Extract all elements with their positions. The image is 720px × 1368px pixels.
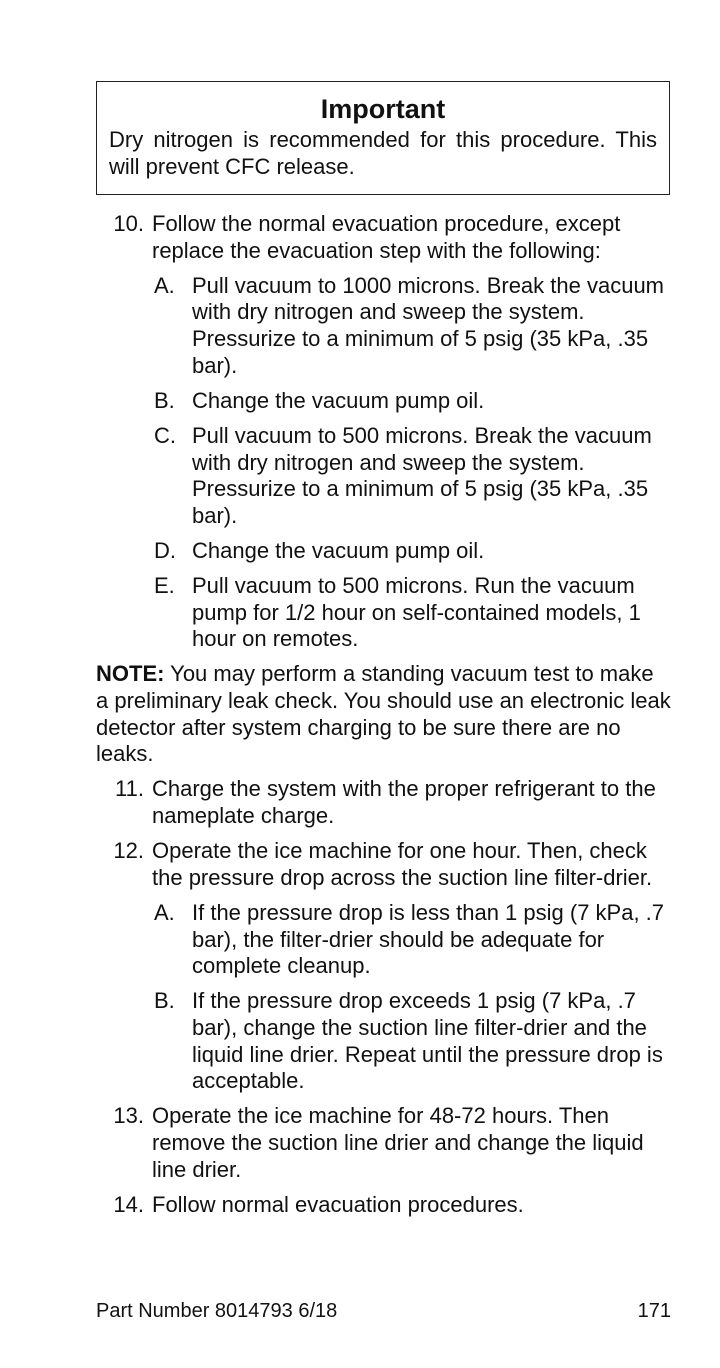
- substep-text: If the pressure drop is less than 1 psig (7 kPa, .7 bar), the filter-drier should be adequate for complete cleanup.: [192, 900, 665, 979]
- page-footer: [96, 1300, 671, 1323]
- step-14: [96, 1192, 671, 1219]
- substep-10e: [144, 573, 671, 653]
- step-text: Follow normal evacuation procedures.: [152, 1191, 524, 1217]
- substep-letter: A.: [154, 272, 175, 298]
- substep-text: Change the vacuum pump oil.: [192, 537, 485, 563]
- note-paragraph: [96, 661, 671, 767]
- substep-10b: [144, 388, 671, 415]
- substep-letter: B.: [154, 988, 175, 1014]
- substep-text: Pull vacuum to 500 microns. Break the vacuum with dry nitrogen and sweep the system. Pressurize to a minimum of 5 psig (35 kPa, .35 bar).: [192, 422, 652, 528]
- substep-letter: B.: [154, 387, 175, 413]
- page-number: 171: [637, 1300, 671, 1322]
- step-number: 14.: [113, 1191, 144, 1217]
- important-text: Dry nitrogen is recommended for this procedure. This will prevent CFC release.: [109, 127, 657, 179]
- substep-text: Pull vacuum to 1000 microns. Break the vacuum with dry nitrogen and sweep the system. Pressurize to a minimum of 5 psig (35 kPa, .35 bar).: [192, 272, 665, 378]
- step-number: 10.: [113, 211, 144, 236]
- substep-10a: [144, 273, 671, 379]
- step-13: [96, 1103, 671, 1183]
- step-text: Charge the system with the proper refrigerant to the nameplate charge.: [152, 776, 656, 829]
- substep-10c: [144, 423, 671, 529]
- step-text: Follow the normal evacuation procedure, except replace the evacuation step with the following:: [152, 211, 621, 263]
- substep-letter: E.: [154, 573, 175, 599]
- step-text: Operate the ice machine for 48-72 hours. Then remove the suction line drier and change the liquid line drier.: [152, 1103, 644, 1182]
- step-11: [96, 776, 671, 829]
- important-callout: [96, 81, 670, 195]
- part-number: Part Number 8014793 6/18: [96, 1300, 338, 1322]
- important-title: Important: [320, 94, 446, 124]
- substep-letter: A.: [154, 900, 175, 925]
- note-text: You may perform a standing vacuum test to make a preliminary leak check. You should use an electronic leak detector after system charging to be sure there are no leaks.: [96, 661, 671, 767]
- substep-12a: [144, 900, 671, 980]
- substep-text: Pull vacuum to 500 microns. Run the vacuum pump for 1/2 hour on self-contained models, 1 hour on remotes.: [192, 573, 641, 652]
- note-label: NOTE:: [96, 661, 165, 687]
- step-number: 12.: [113, 838, 144, 864]
- step-10: [96, 211, 671, 264]
- substep-letter: C.: [154, 422, 176, 448]
- substep-letter: D.: [154, 537, 176, 563]
- substep-text: Change the vacuum pump oil.: [192, 387, 485, 413]
- step-12: [96, 838, 671, 891]
- step-number: 13.: [113, 1103, 144, 1129]
- procedure-content: [96, 211, 671, 1227]
- step-number: 11.: [115, 776, 144, 802]
- substep-text: If the pressure drop exceeds 1 psig (7 kPa, .7 bar), change the suction line filter-drier and the liquid line drier. Repeat until the pressure drop is acceptable.: [192, 988, 663, 1094]
- substep-12b: [144, 988, 671, 1094]
- step-text: Operate the ice machine for one hour. Then, check the pressure drop across the suction line filter-drier.: [152, 838, 653, 890]
- substep-10d: [144, 538, 671, 565]
